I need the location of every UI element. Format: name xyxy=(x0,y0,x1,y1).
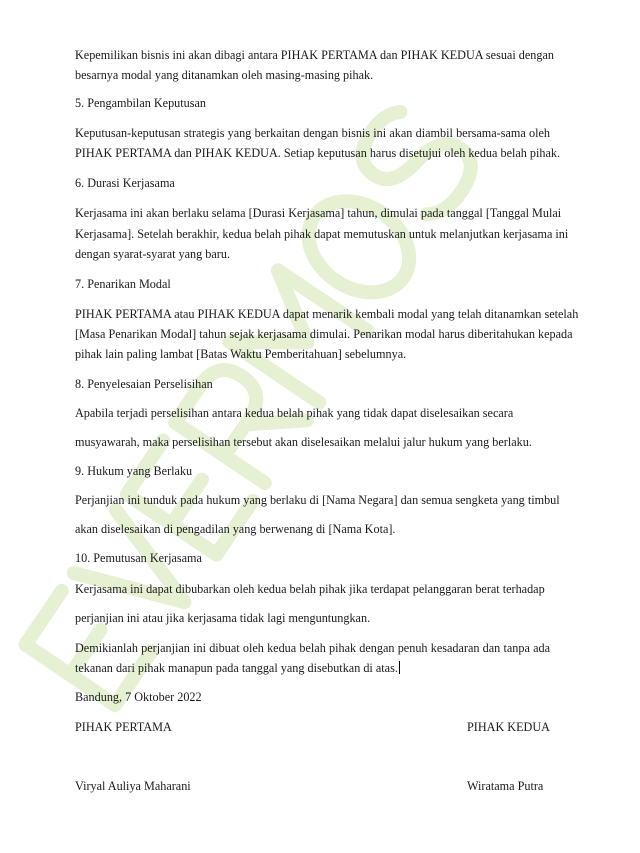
party2-label: PIHAK KEDUA xyxy=(467,720,550,734)
section-heading: 9. Hukum yang Berlaku xyxy=(75,464,193,478)
party1-name: Viryal Auliya Maharani xyxy=(75,779,191,793)
section-heading: 10. Pemutusan Kerjasama xyxy=(75,551,202,565)
paragraph-line: perjanjian ini atau jika kerjasama tidak lagi menguntungkan. xyxy=(75,611,371,625)
section-heading: 5. Pengambilan Keputusan xyxy=(75,96,206,110)
paragraph-line: dengan syarat-syarat yang baru. xyxy=(75,247,230,261)
paragraph-line: Kerjasama ini dapat dibubarkan oleh kedua belah pihak jika terdapat pelanggaran berat terhadap xyxy=(75,582,545,596)
paragraph-line: besarnya modal yang ditanamkan oleh masing-masing pihak. xyxy=(75,68,374,82)
paragraph-line: Kepemilikan bisnis ini akan dibagi antara PIHAK PERTAMA dan PIHAK KEDUA sesuai dengan xyxy=(75,48,554,62)
paragraph-line: [Masa Penarikan Modal] tahun sejak kerjasama dimulai. Penarikan modal harus diberitahukan kepada xyxy=(75,327,573,341)
paragraph-line: Perjanjian ini tunduk pada hukum yang berlaku di [Nama Negara] dan semua sengketa yang timbul xyxy=(75,493,560,507)
paragraph-line-with-caret[interactable] xyxy=(75,661,400,675)
paragraph-line: akan diselesaikan di pengadilan yang berwenang di [Nama Kota]. xyxy=(75,522,396,536)
paragraph-line: pihak lain paling lambat [Batas Waktu Pemberitahuan] sebelumnya. xyxy=(75,347,407,361)
paragraph-line: Kerjasama ini akan berlaku selama [Durasi Kerjasama] tahun, dimulai pada tanggal [Tanggal Mulai xyxy=(75,206,562,220)
section-heading: 7. Penarikan Modal xyxy=(75,277,171,291)
section-heading: 6. Durasi Kerjasama xyxy=(75,176,175,190)
place-date: Bandung, 7 Oktober 2022 xyxy=(75,690,202,704)
text-cursor xyxy=(399,661,400,674)
paragraph-line: Kerjasama]. Setelah berakhir, kedua belah pihak dapat memutuskan untuk melanjutkan kerjasama ini xyxy=(75,227,569,241)
paragraph-line: PIHAK PERTAMA atau PIHAK KEDUA dapat menarik kembali modal yang telah ditanamkan setelah xyxy=(75,307,579,321)
paragraph-line: Apabila terjadi perselisihan antara kedua belah pihak yang tidak dapat diselesaikan secara xyxy=(75,406,514,420)
watermark-letter-o xyxy=(291,183,426,311)
party2-name: Wiratama Putra xyxy=(467,779,544,793)
paragraph-line: musyawarah, maka perselisihan tersebut akan diselesaikan melalui jalur hukum yang berlaku. xyxy=(75,435,532,449)
party1-label: PIHAK PERTAMA xyxy=(75,720,172,734)
paragraph-line: tekanan dari pihak manapun pada tanggal yang disebutkan di atas. xyxy=(75,661,398,675)
paragraph-line: Demikianlah perjanjian ini dibuat oleh kedua belah pihak dengan penuh kesadaran dan tanpa ada xyxy=(75,641,550,655)
paragraph-line: Keputusan-keputusan strategis yang berkaitan dengan bisnis ini akan diambil bersama-sama oleh xyxy=(75,126,550,140)
paragraph-line: PIHAK PERTAMA dan PIHAK KEDUA. Setiap keputusan harus disetujui oleh kedua belah pihak. xyxy=(75,146,561,160)
section-heading: 8. Penyelesaian Perselisihan xyxy=(75,377,213,391)
